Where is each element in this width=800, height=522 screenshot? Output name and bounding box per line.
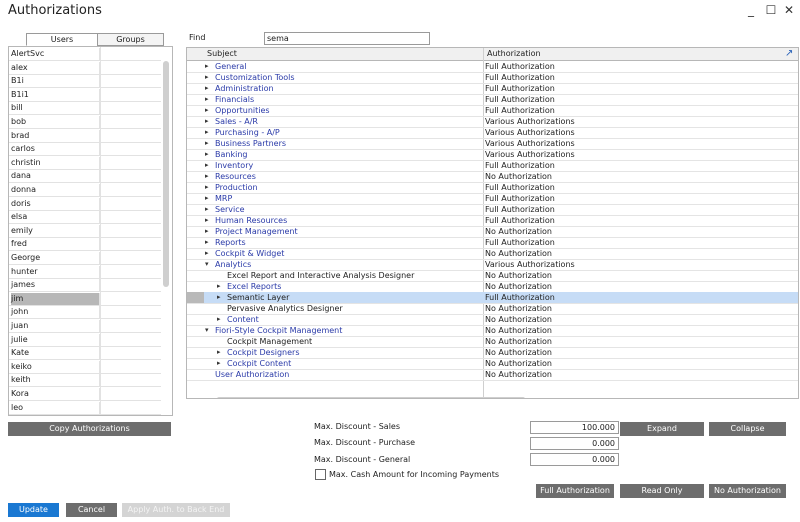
column-header-authorization[interactable]: Authorization <box>487 49 541 58</box>
user-name: AlertSvc <box>11 48 100 60</box>
expand-arrow-icon[interactable]: ▸ <box>205 128 209 136</box>
tree-row-subject: Fiori-Style Cockpit Management <box>215 326 343 335</box>
expand-arrow-icon[interactable]: ▸ <box>205 216 209 224</box>
tree-row-authorization[interactable]: Full Authorization <box>485 62 555 71</box>
user-name: Kate <box>11 347 100 359</box>
row-header-cell <box>187 149 204 160</box>
user-group-tabs <box>8 33 163 45</box>
grid-header <box>187 48 798 61</box>
expand-arrow-icon[interactable]: ▸ <box>217 359 221 367</box>
user-name: carlos <box>11 143 100 155</box>
max-discount-purchase-field[interactable]: 0.000 <box>530 437 619 450</box>
user-name: james <box>11 279 100 291</box>
expand-arrow-icon[interactable]: ▸ <box>217 348 221 356</box>
expand-grid-icon[interactable]: ↗ <box>785 48 794 59</box>
tab-users[interactable]: Users <box>26 33 98 46</box>
user-name: christin <box>11 157 100 169</box>
expand-arrow-icon[interactable]: ▸ <box>205 106 209 114</box>
user-name: Kora <box>11 388 100 400</box>
user-name: fred <box>11 238 100 250</box>
user-name: bob <box>11 116 100 128</box>
expand-button[interactable]: Expand <box>620 422 704 436</box>
row-header-cell <box>187 325 204 336</box>
tree-row-authorization[interactable]: Various Authorizations <box>485 117 575 126</box>
tree-row-subject: General <box>215 62 247 71</box>
tree-row-subject: Content <box>227 315 259 324</box>
row-header-cell <box>187 72 204 83</box>
tree-row-subject: Semantic Layer <box>227 293 290 302</box>
row-header-cell <box>187 138 204 149</box>
authorization-tree-grid <box>186 47 799 399</box>
cancel-button[interactable]: Cancel <box>66 503 117 517</box>
user-name: keiko <box>11 361 100 373</box>
tree-row-subject: Cockpit Management <box>227 337 313 346</box>
user-name: donna <box>11 184 100 196</box>
tree-row-authorization[interactable]: Full Authorization <box>485 161 555 170</box>
row-header-cell <box>187 314 204 325</box>
user-name: leo <box>11 402 100 414</box>
max-discount-general-field[interactable]: 0.000 <box>530 453 619 466</box>
user-name: juan <box>11 320 100 332</box>
user-list-item[interactable] <box>9 387 161 401</box>
row-header-cell <box>187 116 204 127</box>
row-header-cell <box>187 270 204 281</box>
user-list-item[interactable] <box>9 142 161 156</box>
tree-row-subject: Resources <box>215 172 256 181</box>
tree-row-authorization[interactable]: Full Authorization <box>485 293 555 302</box>
tree-row-subject: Financials <box>215 95 255 104</box>
expand-arrow-icon[interactable]: ▸ <box>205 183 209 191</box>
tree-row-authorization[interactable]: No Authorization <box>485 337 553 346</box>
row-header-cell <box>187 61 204 72</box>
row-header-cell <box>187 215 204 226</box>
window-title: Authorizations <box>8 3 102 18</box>
tree-row-subject: Administration <box>215 84 274 93</box>
row-header-cell <box>187 237 204 248</box>
close-icon[interactable]: ✕ <box>783 3 795 17</box>
expand-arrow-icon[interactable]: ▸ <box>217 315 221 323</box>
tree-row-subject: Analytics <box>215 260 252 269</box>
update-button[interactable]: Update <box>8 503 59 517</box>
tree-row-authorization[interactable]: Full Authorization <box>485 216 555 225</box>
user-name: john <box>11 306 100 318</box>
user-list-item[interactable] <box>9 129 161 143</box>
tree-row-authorization[interactable]: Various Authorizations <box>485 150 575 159</box>
expand-arrow-icon[interactable]: ▸ <box>205 117 209 125</box>
expand-arrow-icon[interactable]: ▸ <box>205 95 209 103</box>
tree-row-subject: Cockpit Designers <box>227 348 300 357</box>
user-name: alex <box>11 62 100 74</box>
tree-row-subject: Human Resources <box>215 216 288 225</box>
row-header-cell <box>187 303 204 314</box>
tree-row-subject: Banking <box>215 150 248 159</box>
user-name: B1i1 <box>11 89 100 101</box>
tree-row-authorization[interactable]: Full Authorization <box>485 95 555 104</box>
user-name: brad <box>11 130 100 142</box>
user-list-item[interactable] <box>9 333 161 347</box>
row-header-cell <box>187 281 204 292</box>
full-authorization-button[interactable]: Full Authorization <box>536 484 614 498</box>
tree-row-authorization[interactable]: Full Authorization <box>485 205 555 214</box>
row-header-cell <box>187 127 204 138</box>
expand-arrow-icon[interactable]: ▸ <box>205 73 209 81</box>
tree-row-authorization[interactable]: No Authorization <box>485 249 553 258</box>
user-list-item[interactable] <box>9 346 161 360</box>
user-list-item[interactable] <box>9 74 161 88</box>
user-list-item[interactable] <box>9 265 161 279</box>
user-list-item[interactable] <box>9 360 161 374</box>
max-cash-amount-label: Max. Cash Amount for Incoming Payments <box>329 470 500 479</box>
user-name: hunter <box>11 266 100 278</box>
max-cash-amount-checkbox[interactable] <box>315 469 326 480</box>
tree-row-authorization[interactable]: No Authorization <box>485 326 553 335</box>
row-header-cell <box>187 182 204 193</box>
tree-row-subject: Purchasing - A/P <box>215 128 280 137</box>
tree-row-authorization[interactable]: No Authorization <box>485 304 553 313</box>
user-list-item[interactable] <box>9 292 161 306</box>
expand-arrow-icon[interactable]: ▸ <box>217 293 221 301</box>
row-header-cell <box>187 259 204 270</box>
user-list-item[interactable] <box>9 319 161 333</box>
expand-arrow-icon[interactable]: ▸ <box>205 150 209 158</box>
row-header-cell <box>187 83 204 94</box>
user-list-item[interactable] <box>9 47 161 61</box>
tree-row-authorization[interactable]: Full Authorization <box>485 106 555 115</box>
user-list-item[interactable] <box>9 156 161 170</box>
column-header-subject[interactable]: Subject <box>207 49 237 58</box>
row-header-cell <box>187 160 204 171</box>
tree-row[interactable] <box>187 369 798 381</box>
expand-arrow-icon[interactable]: ▸ <box>205 227 209 235</box>
find-label: Find <box>189 33 206 42</box>
tree-row-subject: Excel Reports <box>227 282 282 291</box>
tree-row-authorization[interactable]: Various Authorizations <box>485 139 575 148</box>
row-header-cell <box>187 204 204 215</box>
tree-row-authorization[interactable]: No Authorization <box>485 271 553 280</box>
tree-row-authorization[interactable]: No Authorization <box>485 172 553 181</box>
expand-arrow-icon[interactable]: ▸ <box>205 172 209 180</box>
expand-arrow-icon[interactable]: ▸ <box>205 238 209 246</box>
tree-row-authorization[interactable]: Full Authorization <box>485 183 555 192</box>
tree-row-subject: Customization Tools <box>215 73 295 82</box>
tree-row-authorization[interactable]: No Authorization <box>485 282 553 291</box>
user-list-item[interactable] <box>9 88 161 102</box>
user-list-item[interactable] <box>9 101 161 115</box>
tree-row-authorization[interactable]: Full Authorization <box>485 194 555 203</box>
grid-horizontal-scrollbar[interactable] <box>217 397 525 399</box>
max-discount-general-label: Max. Discount - General <box>314 455 411 464</box>
user-list-item[interactable] <box>9 401 161 415</box>
row-header-cell <box>187 248 204 259</box>
max-discount-purchase-label: Max. Discount - Purchase <box>314 438 416 447</box>
max-discount-sales-label: Max. Discount - Sales <box>314 422 401 431</box>
user-name: julie <box>11 334 100 346</box>
tree-row-subject: Business Partners <box>215 139 287 148</box>
tree-row-subject: Inventory <box>215 161 254 170</box>
row-header-cell <box>187 347 204 358</box>
no-authorization-button[interactable]: No Authorization <box>709 484 786 498</box>
user-name: keith <box>11 374 100 386</box>
user-name: emily <box>11 225 100 237</box>
user-name: elsa <box>11 211 100 223</box>
row-header-cell <box>187 94 204 105</box>
tree-row-authorization[interactable]: No Authorization <box>485 315 553 324</box>
row-header-cell <box>187 358 204 369</box>
tree-row-authorization[interactable]: No Authorization <box>485 359 553 368</box>
tree-row-subject: MRP <box>215 194 233 203</box>
read-only-button[interactable]: Read Only <box>620 484 704 498</box>
user-name: dana <box>11 170 100 182</box>
row-header-cell <box>187 171 204 182</box>
user-list-item[interactable] <box>9 210 161 224</box>
collapse-button[interactable]: Collapse <box>709 422 786 436</box>
tree-row-subject: Production <box>215 183 258 192</box>
user-list-item[interactable] <box>9 61 161 75</box>
tree-row-subject: User Authorization <box>215 370 290 379</box>
tree-row-subject: Sales - A/R <box>215 117 258 126</box>
user-list-item[interactable] <box>9 278 161 292</box>
minimize-icon[interactable]: _ <box>748 3 754 17</box>
tree-row-authorization[interactable]: No Authorization <box>485 227 553 236</box>
user-name: George <box>11 252 100 264</box>
expand-arrow-icon[interactable]: ▸ <box>205 194 209 202</box>
user-list-item[interactable] <box>9 115 161 129</box>
tree-row-subject: Project Management <box>215 227 298 236</box>
find-input[interactable]: sema <box>264 32 430 45</box>
tree-row-subject: Opportunities <box>215 106 270 115</box>
tree-row-authorization[interactable]: Various Authorizations <box>485 128 575 137</box>
user-list-item[interactable] <box>9 169 161 183</box>
row-header-cell <box>187 105 204 116</box>
row-header-cell <box>187 369 204 380</box>
tree-row-subject: Service <box>215 205 245 214</box>
max-discount-sales-field[interactable]: 100.000 <box>530 421 619 434</box>
row-header-cell <box>187 226 204 237</box>
user-list-item[interactable] <box>9 197 161 211</box>
expand-arrow-icon[interactable]: ▸ <box>205 84 209 92</box>
expand-arrow-icon[interactable]: ▸ <box>205 205 209 213</box>
tree-row-subject: Cockpit Content <box>227 359 292 368</box>
user-list-scrollbar[interactable] <box>163 61 169 287</box>
title-bar <box>0 0 800 22</box>
tab-groups[interactable]: Groups <box>97 33 164 46</box>
row-header-cell <box>187 292 204 303</box>
user-name: B1i <box>11 75 100 87</box>
user-list <box>8 46 173 416</box>
tree-row-authorization[interactable]: Full Authorization <box>485 238 555 247</box>
collapse-arrow-icon[interactable]: ▾ <box>205 260 209 268</box>
row-header-cell <box>187 193 204 204</box>
tree-row-authorization[interactable]: Various Authorizations <box>485 260 575 269</box>
collapse-arrow-icon[interactable]: ▾ <box>205 326 209 334</box>
user-list-item[interactable] <box>9 183 161 197</box>
expand-arrow-icon[interactable]: ▸ <box>205 161 209 169</box>
tree-row-authorization[interactable]: No Authorization <box>485 348 553 357</box>
copy-authorizations-button[interactable]: Copy Authorizations <box>8 422 171 436</box>
user-list-item[interactable] <box>9 237 161 251</box>
tree-row-authorization[interactable]: Full Authorization <box>485 84 555 93</box>
expand-arrow-icon[interactable]: ▸ <box>205 249 209 257</box>
maximize-icon[interactable]: ☐ <box>765 3 777 17</box>
row-header-cell <box>187 336 204 347</box>
tree-row-authorization[interactable]: No Authorization <box>485 370 553 379</box>
tree-row-subject: Excel Report and Interactive Analysis Designer <box>227 271 415 280</box>
tree-row-subject: Pervasive Analytics Designer <box>227 304 343 313</box>
expand-arrow-icon[interactable]: ▸ <box>205 139 209 147</box>
tree-row-authorization[interactable]: Full Authorization <box>485 73 555 82</box>
user-list-item[interactable] <box>9 224 161 238</box>
user-list-item[interactable] <box>9 305 161 319</box>
user-name: doris <box>11 198 100 210</box>
apply-auth-back-end-button: Apply Auth. to Back End <box>122 503 230 517</box>
expand-arrow-icon[interactable]: ▸ <box>217 282 221 290</box>
user-list-item[interactable] <box>9 373 161 387</box>
user-name: bill <box>11 102 100 114</box>
user-list-item[interactable] <box>9 251 161 265</box>
expand-arrow-icon[interactable]: ▸ <box>205 62 209 70</box>
tree-row-subject: Cockpit & Widget <box>215 249 285 258</box>
tree-row-subject: Reports <box>215 238 246 247</box>
user-name: jim <box>11 293 100 305</box>
